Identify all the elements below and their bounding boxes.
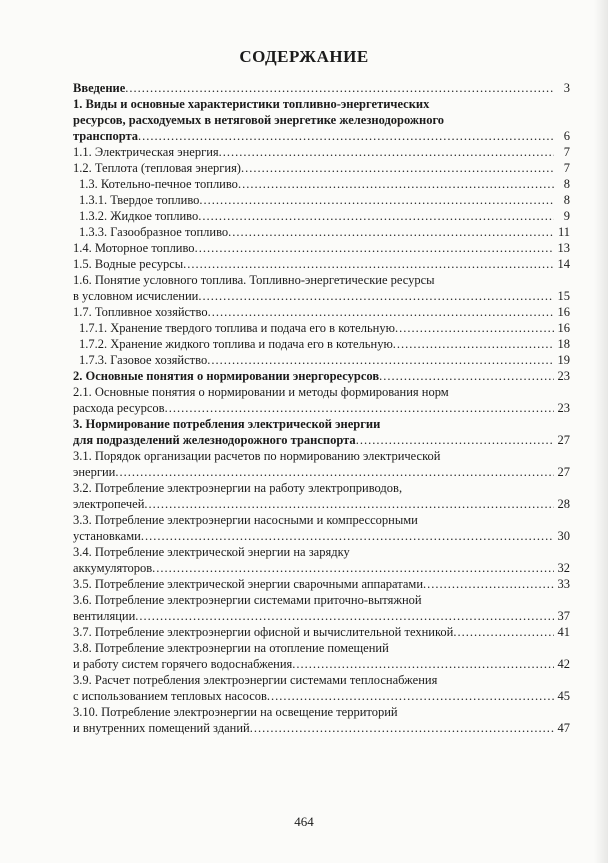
toc-entry <box>73 320 570 336</box>
toc-entry-line: 2.1. Основные понятия о нормировании и методы формирования норм <box>73 385 449 399</box>
toc-entry-last-line <box>73 128 570 144</box>
toc-entry-text: транспорта <box>73 129 139 143</box>
toc-entry-last-line <box>79 320 570 336</box>
toc-entry <box>73 672 570 704</box>
toc-entry-last-line <box>73 240 570 256</box>
leader-dots <box>115 464 554 480</box>
toc-page-number: 47 <box>557 721 570 735</box>
toc-entry-text: с использованием тепловых насосов <box>73 689 267 703</box>
toc-page-number: 16 <box>557 321 570 335</box>
toc-page-number: 8 <box>563 193 570 207</box>
leader-dots <box>141 528 554 544</box>
leader-dots <box>144 496 554 512</box>
toc-page-number: 30 <box>557 529 570 543</box>
toc-entry <box>73 448 570 480</box>
toc-entry-text: для подразделений железнодорожного транспорта <box>73 433 356 447</box>
toc-entry-line: 3.3. Потребление электроэнергии насосными и компрессорными <box>73 513 418 527</box>
toc-entry-last-line <box>73 368 570 384</box>
toc-entry-last-line <box>73 80 570 96</box>
toc-entry-text: и внутренних помещений зданий <box>73 721 250 735</box>
toc-entry-line: 3. Нормирование потребления электрической энергии <box>73 417 381 431</box>
toc-entry-text: 3.7. Потребление электроэнергии офисной и вычислительной техникой <box>73 625 454 639</box>
toc-page-number: 7 <box>563 145 570 159</box>
toc-entry-last-line <box>73 288 570 304</box>
toc-entry-last-line <box>73 256 570 272</box>
toc-entry <box>73 384 570 416</box>
toc-entry <box>73 208 570 224</box>
leader-dots <box>198 208 554 224</box>
toc-entry-last-line <box>73 304 570 320</box>
leader-dots <box>250 720 554 736</box>
toc-entry-text: 1.7.3. Газовое хозяйство <box>79 353 208 367</box>
toc-entry <box>73 480 570 512</box>
page-edge-shadow <box>594 0 608 863</box>
page-number: 464 <box>294 814 314 829</box>
toc-entry-text: и работу систем горячего водоснабжения <box>73 657 293 671</box>
toc-entry <box>73 256 570 272</box>
toc-entry-last-line <box>73 688 570 704</box>
toc-page-number: 3 <box>563 81 570 95</box>
toc-entry-text: Введение <box>73 81 126 95</box>
toc-entry <box>73 176 570 192</box>
toc-entry-line: 3.9. Расчет потребления электроэнергии системами теплоснабжения <box>73 673 438 687</box>
toc-entry <box>73 416 570 448</box>
toc-entry-line: ресурсов, расходуемых в нетяговой энергетике железнодорожного <box>73 113 445 127</box>
toc-page-number: 45 <box>557 689 570 703</box>
toc-entry-text: 1.7.1. Хранение твердого топлива и подача его в котельную <box>79 321 395 335</box>
toc-entry <box>73 240 570 256</box>
leader-dots <box>379 368 554 384</box>
toc-entry-text: 1.2. Теплота (тепловая энергия) <box>73 161 241 175</box>
toc-page-number: 37 <box>557 609 570 623</box>
toc-entry-text: 1.3.1. Твердое топливо <box>79 193 200 207</box>
toc-entry <box>73 160 570 176</box>
leader-dots <box>393 336 554 352</box>
leader-dots <box>241 160 554 176</box>
toc-entry <box>73 304 570 320</box>
toc-entry <box>73 144 570 160</box>
toc-entry-last-line <box>73 400 570 416</box>
leader-dots <box>453 624 554 640</box>
toc-entry-last-line <box>73 160 570 176</box>
toc-entry-text: расхода ресурсов <box>73 401 165 415</box>
toc-entry-text: 1.3.2. Жидкое топливо <box>79 209 199 223</box>
leader-dots <box>267 688 554 704</box>
toc-entry-last-line <box>73 720 570 736</box>
toc-page-number: 19 <box>557 353 570 367</box>
leader-dots <box>292 656 554 672</box>
leader-dots <box>238 176 554 192</box>
toc-entry-last-line <box>73 576 570 592</box>
toc-entry-last-line <box>79 336 570 352</box>
toc-page-number: 42 <box>557 657 570 671</box>
toc-page-number: 27 <box>557 465 570 479</box>
toc-page-number: 32 <box>557 561 570 575</box>
toc-entry <box>73 368 570 384</box>
toc-entry-line: 3.8. Потребление электроэнергии на отопление помещений <box>73 641 389 655</box>
toc-page-number: 15 <box>557 289 570 303</box>
toc-entry-line: 1.6. Понятие условного топлива. Топливно-энергетические ресурсы <box>73 273 435 287</box>
toc-entry-text: 1.7.2. Хранение жидкого топлива и подача его в котельную <box>79 337 393 351</box>
toc-entry <box>73 192 570 208</box>
table-of-contents <box>73 80 570 736</box>
toc-entry-last-line <box>73 528 570 544</box>
toc-page-number: 33 <box>557 577 570 591</box>
toc-entry <box>73 544 570 576</box>
toc-page-number: 11 <box>557 225 570 239</box>
toc-entry-text: 2. Основные понятия о нормировании энергоресурсов <box>73 369 380 383</box>
leader-dots <box>152 560 554 576</box>
toc-entry-text: 1.7. Топливное хозяйство <box>73 305 208 319</box>
toc-entry-line: 3.6. Потребление электроэнергии системами приточно-вытяжной <box>73 593 422 607</box>
leader-dots <box>356 432 554 448</box>
toc-entry <box>73 640 570 672</box>
toc-entry <box>73 576 570 592</box>
toc-entry-text: 1.5. Водные ресурсы <box>73 257 184 271</box>
toc-entry-last-line <box>73 144 570 160</box>
toc-page-number: 28 <box>557 497 570 511</box>
leader-dots <box>138 128 554 144</box>
leader-dots <box>207 352 554 368</box>
toc-entry <box>73 512 570 544</box>
toc-entry-last-line <box>73 496 570 512</box>
toc-page-number: 41 <box>557 625 570 639</box>
leader-dots <box>219 144 554 160</box>
toc-entry-text: 1.4. Моторное топливо <box>73 241 195 255</box>
toc-page-number: 8 <box>563 177 570 191</box>
toc-entry-text: 1.3. Котельно-печное топливо <box>79 177 238 191</box>
toc-entry-last-line <box>73 432 570 448</box>
toc-entry-line: 3.4. Потребление электрической энергии на зарядку <box>73 545 350 559</box>
toc-entry-last-line <box>79 176 570 192</box>
toc-entry-text: 3.5. Потребление электрической энергии сварочными аппаратами <box>73 577 424 591</box>
toc-page-number: 23 <box>557 369 570 383</box>
toc-page-number: 6 <box>563 129 570 143</box>
toc-entry-line: 3.10. Потребление электроэнергии на освещение территорий <box>73 705 398 719</box>
toc-entry-last-line <box>79 352 570 368</box>
leader-dots <box>228 224 554 240</box>
toc-entry-last-line <box>73 464 570 480</box>
toc-entry-text: электропечей <box>73 497 145 511</box>
toc-page-number: 14 <box>557 257 570 271</box>
toc-page-number: 7 <box>563 161 570 175</box>
toc-entry-text: вентиляции <box>73 609 136 623</box>
toc-page-number: 13 <box>557 241 570 255</box>
leader-dots <box>423 576 554 592</box>
toc-entry-text: энергии <box>73 465 116 479</box>
toc-entry-last-line <box>79 192 570 208</box>
leader-dots <box>125 80 554 96</box>
toc-entry <box>73 336 570 352</box>
toc-entry-text: установками <box>73 529 141 543</box>
leader-dots <box>198 288 554 304</box>
toc-entry-text: 1.3.3. Газообразное топливо <box>79 225 229 239</box>
toc-entry-text: в условном исчислении <box>73 289 199 303</box>
toc-entry <box>73 80 570 96</box>
leader-dots <box>183 256 554 272</box>
leader-dots <box>199 192 554 208</box>
toc-entry <box>73 592 570 624</box>
toc-entry <box>73 272 570 304</box>
page-title: СОДЕРЖАНИЕ <box>239 47 369 66</box>
toc-entry-last-line <box>73 608 570 624</box>
toc-entry <box>73 624 570 640</box>
toc-entry-last-line <box>79 224 570 240</box>
leader-dots <box>195 240 554 256</box>
toc-entry <box>73 224 570 240</box>
toc-page-number: 9 <box>563 209 570 223</box>
toc-entry-last-line <box>73 624 570 640</box>
leader-dots <box>165 400 554 416</box>
toc-page-number: 23 <box>557 401 570 415</box>
toc-entry <box>73 96 570 144</box>
toc-page-number: 16 <box>557 305 570 319</box>
toc-entry-last-line <box>79 208 570 224</box>
leader-dots <box>208 304 554 320</box>
toc-entry-line: 1. Виды и основные характеристики топливно-энергетических <box>73 97 430 111</box>
toc-entry-line: 3.2. Потребление электроэнергии на работу электроприводов, <box>73 481 403 495</box>
toc-entry <box>73 352 570 368</box>
toc-page-number: 27 <box>557 433 570 447</box>
toc-entry-text: аккумуляторов <box>73 561 153 575</box>
toc-entry-last-line <box>73 656 570 672</box>
leader-dots <box>395 320 554 336</box>
toc-entry <box>73 704 570 736</box>
leader-dots <box>135 608 554 624</box>
toc-entry-text: 1.1. Электрическая энергия <box>73 145 219 159</box>
toc-entry-last-line <box>73 560 570 576</box>
toc-entry-line: 3.1. Порядок организации расчетов по нормированию электрической <box>73 449 441 463</box>
toc-page-number: 18 <box>557 337 570 351</box>
